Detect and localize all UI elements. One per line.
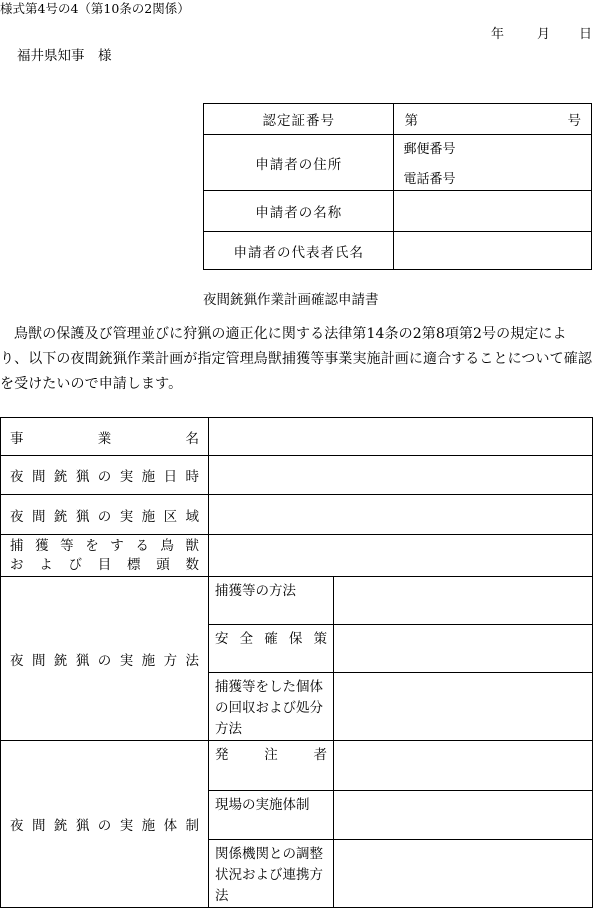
label-char: 策 xyxy=(313,631,327,647)
label-char: 間 xyxy=(31,508,46,525)
cert-number-field[interactable] xyxy=(394,104,592,135)
address-field[interactable] xyxy=(394,135,592,191)
capture-method-field[interactable] xyxy=(334,577,593,625)
application-statement: 鳥獣の保護及び管理並びに狩猟の適正化に関する法律第14条の2第8項第2号の規定により、以下の夜間銃猟作業計画が指定管理鳥獣捕獲等事業実施計画に適合することについて確認を受けたいので申請します。 xyxy=(0,326,592,392)
label-char: の xyxy=(97,818,112,834)
label-char: 域 xyxy=(185,508,199,525)
label-char: 等 xyxy=(60,537,74,554)
system-label xyxy=(1,741,209,908)
cert-prefix: 第 xyxy=(404,113,418,129)
onsite-system-field[interactable] xyxy=(334,791,593,840)
label-char: 夜 xyxy=(10,818,24,834)
label-char: 銃 xyxy=(53,469,68,485)
cert-suffix: 号 xyxy=(567,113,581,129)
label-char: 名 xyxy=(185,430,199,447)
label-char: 確 xyxy=(264,631,278,647)
label-char: す xyxy=(110,537,124,554)
label-char: 獣 xyxy=(185,537,199,554)
business-name-field[interactable] xyxy=(209,418,593,456)
label-char: び xyxy=(68,556,82,573)
phone-label: 電話番号 xyxy=(403,172,456,187)
label-char: 間 xyxy=(31,652,46,669)
label-char: 制 xyxy=(185,818,199,834)
applicant-table xyxy=(203,103,592,270)
label-char: 数 xyxy=(185,556,199,573)
datetime-label xyxy=(1,456,209,495)
label-char: 実 xyxy=(119,652,134,669)
coordination-field[interactable] xyxy=(334,840,593,908)
label-char: 施 xyxy=(141,469,156,485)
label-char: 方 xyxy=(163,652,178,669)
label-char: 銃 xyxy=(53,508,68,525)
label-char: 獲 xyxy=(35,537,49,554)
coordination-label: 関係機関との調整状況および連携方法 xyxy=(209,840,334,908)
date-year-label: 年 xyxy=(491,27,505,42)
orderer-field[interactable] xyxy=(334,741,593,791)
disposal-method-field[interactable] xyxy=(334,673,593,741)
cert-number-label: 認定証番号 xyxy=(204,104,394,135)
label-char: 施 xyxy=(141,508,156,525)
label-char: 業 xyxy=(97,430,112,447)
representative-field[interactable] xyxy=(394,232,592,270)
label-char: 間 xyxy=(31,818,46,834)
disposal-method-label: 捕獲等をした個体の回収および処分方法 xyxy=(209,673,334,741)
name-field[interactable] xyxy=(394,191,592,232)
label-char: 実 xyxy=(119,469,134,485)
address-label: 申請者の住所 xyxy=(204,135,394,191)
business-name-label xyxy=(1,418,209,456)
label-char: 実 xyxy=(119,818,134,834)
addressee: 福井県知事 様 xyxy=(17,48,112,64)
label-char: 猟 xyxy=(75,469,90,485)
label-char: 間 xyxy=(31,469,46,485)
capture-species-field[interactable] xyxy=(209,535,593,577)
orderer-label xyxy=(209,741,334,791)
label-char: 夜 xyxy=(10,652,24,669)
label-char: 保 xyxy=(288,631,303,647)
date-month-label: 月 xyxy=(537,27,551,42)
label-char: 事 xyxy=(10,430,24,447)
label-char: る xyxy=(135,537,149,554)
area-label xyxy=(1,495,209,535)
area-field[interactable] xyxy=(209,495,593,535)
label-char: 標 xyxy=(127,556,141,573)
label-char: 夜 xyxy=(10,508,24,525)
safety-measures-label xyxy=(209,625,334,673)
capture-species-label xyxy=(1,535,209,577)
form-number: 様式第4号の4（第10条の2関係） xyxy=(0,1,190,16)
label-char: 者 xyxy=(313,747,327,763)
name-label: 申請者の名称 xyxy=(204,191,394,232)
label-char: 全 xyxy=(239,631,254,647)
plan-table xyxy=(0,417,593,908)
label-char: 目 xyxy=(97,556,112,573)
label-char: の xyxy=(97,508,112,525)
onsite-system-label: 現場の実施体制 xyxy=(209,791,334,840)
postal-label: 郵便番号 xyxy=(403,142,456,157)
label-char: を xyxy=(85,537,99,554)
label-char: 頭 xyxy=(156,556,170,573)
label-char: 夜 xyxy=(10,469,24,485)
label-char: 施 xyxy=(141,818,156,834)
representative-label: 申請者の代表者氏名 xyxy=(204,232,394,270)
label-char: 猟 xyxy=(75,508,90,525)
label-char: 発 xyxy=(215,747,229,763)
date-day-label: 日 xyxy=(579,27,593,42)
label-char: の xyxy=(97,469,112,485)
label-char: の xyxy=(97,652,112,669)
label-char: 捕 xyxy=(10,537,24,554)
label-char: 実 xyxy=(119,508,134,525)
document-title: 夜間銃猟作業計画確認申請書 xyxy=(203,292,379,308)
datetime-field[interactable] xyxy=(209,456,593,495)
label-char: 猟 xyxy=(75,818,90,834)
label-char: 注 xyxy=(264,747,278,763)
label-char: 銃 xyxy=(53,818,68,834)
label-char: 鳥 xyxy=(160,537,174,554)
label-char: 安 xyxy=(215,631,229,647)
label-char: 体 xyxy=(163,818,178,834)
label-char: 施 xyxy=(141,652,156,669)
label-char: 法 xyxy=(185,652,199,669)
method-label xyxy=(1,577,209,741)
label-char: 日 xyxy=(163,469,178,485)
label-char: 区 xyxy=(163,508,178,525)
label-char: 銃 xyxy=(53,652,68,669)
label-char: 猟 xyxy=(75,652,90,669)
label-char: 時 xyxy=(185,469,199,485)
capture-method-label: 捕獲等の方法 xyxy=(209,577,334,625)
safety-measures-field[interactable] xyxy=(334,625,593,673)
label-char: お xyxy=(10,556,24,573)
label-char: よ xyxy=(39,556,53,573)
